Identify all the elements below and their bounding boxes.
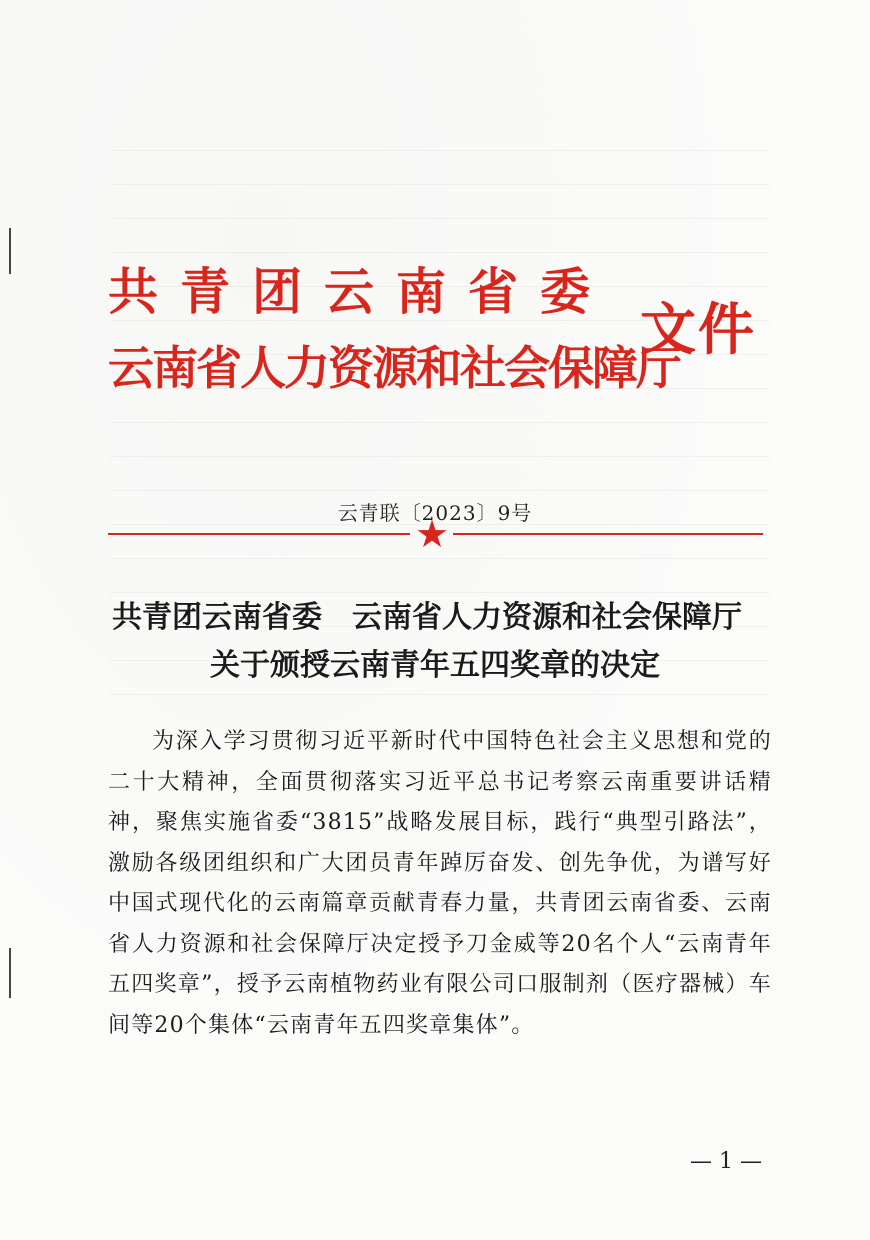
page-number: — 1 — <box>690 1149 762 1174</box>
document-title-line-1: 共青团云南省委 云南省人力资源和社会保障厅 <box>112 600 742 635</box>
document-title-line-2: 关于颁授云南青年五四奖章的决定 <box>210 648 660 683</box>
body-paragraph: 为深入学习贯彻习近平新时代中国特色社会主义思想和党的二十大精神，全面贯彻落实习近平总书记考察云南重要讲话精神，聚焦实施省委“3815”战略发展目标，践行“典型引路法”，激励各级团组织和广大团员青年踔厉奋发、创先争优，为谱写好中国式现代化的云南篇章贡献青春力量，共青团云南省委、云南省人力资源和社会保障厅决定授予刀金威等20名个人“云南青年五四奖章”，授予云南植物药业有限公司口服制剂（医疗器械）车间等20个集体“云南青年五四奖章集体”。 <box>108 729 772 1038</box>
red-divider-right <box>453 533 763 535</box>
issuing-org-2: 云南省人力资源和社会保障厅 <box>108 341 680 395</box>
issuing-org-1: 共青团云南省委 <box>108 262 612 321</box>
document-type-label: 文件 <box>640 297 756 363</box>
scan-edge-mark <box>9 948 11 998</box>
document-number: 云青联〔2023〕9号 <box>337 501 533 525</box>
red-star-icon: ★ <box>414 512 450 556</box>
red-header <box>100 240 780 400</box>
red-divider-left <box>108 533 410 535</box>
scan-edge-mark <box>9 228 11 274</box>
